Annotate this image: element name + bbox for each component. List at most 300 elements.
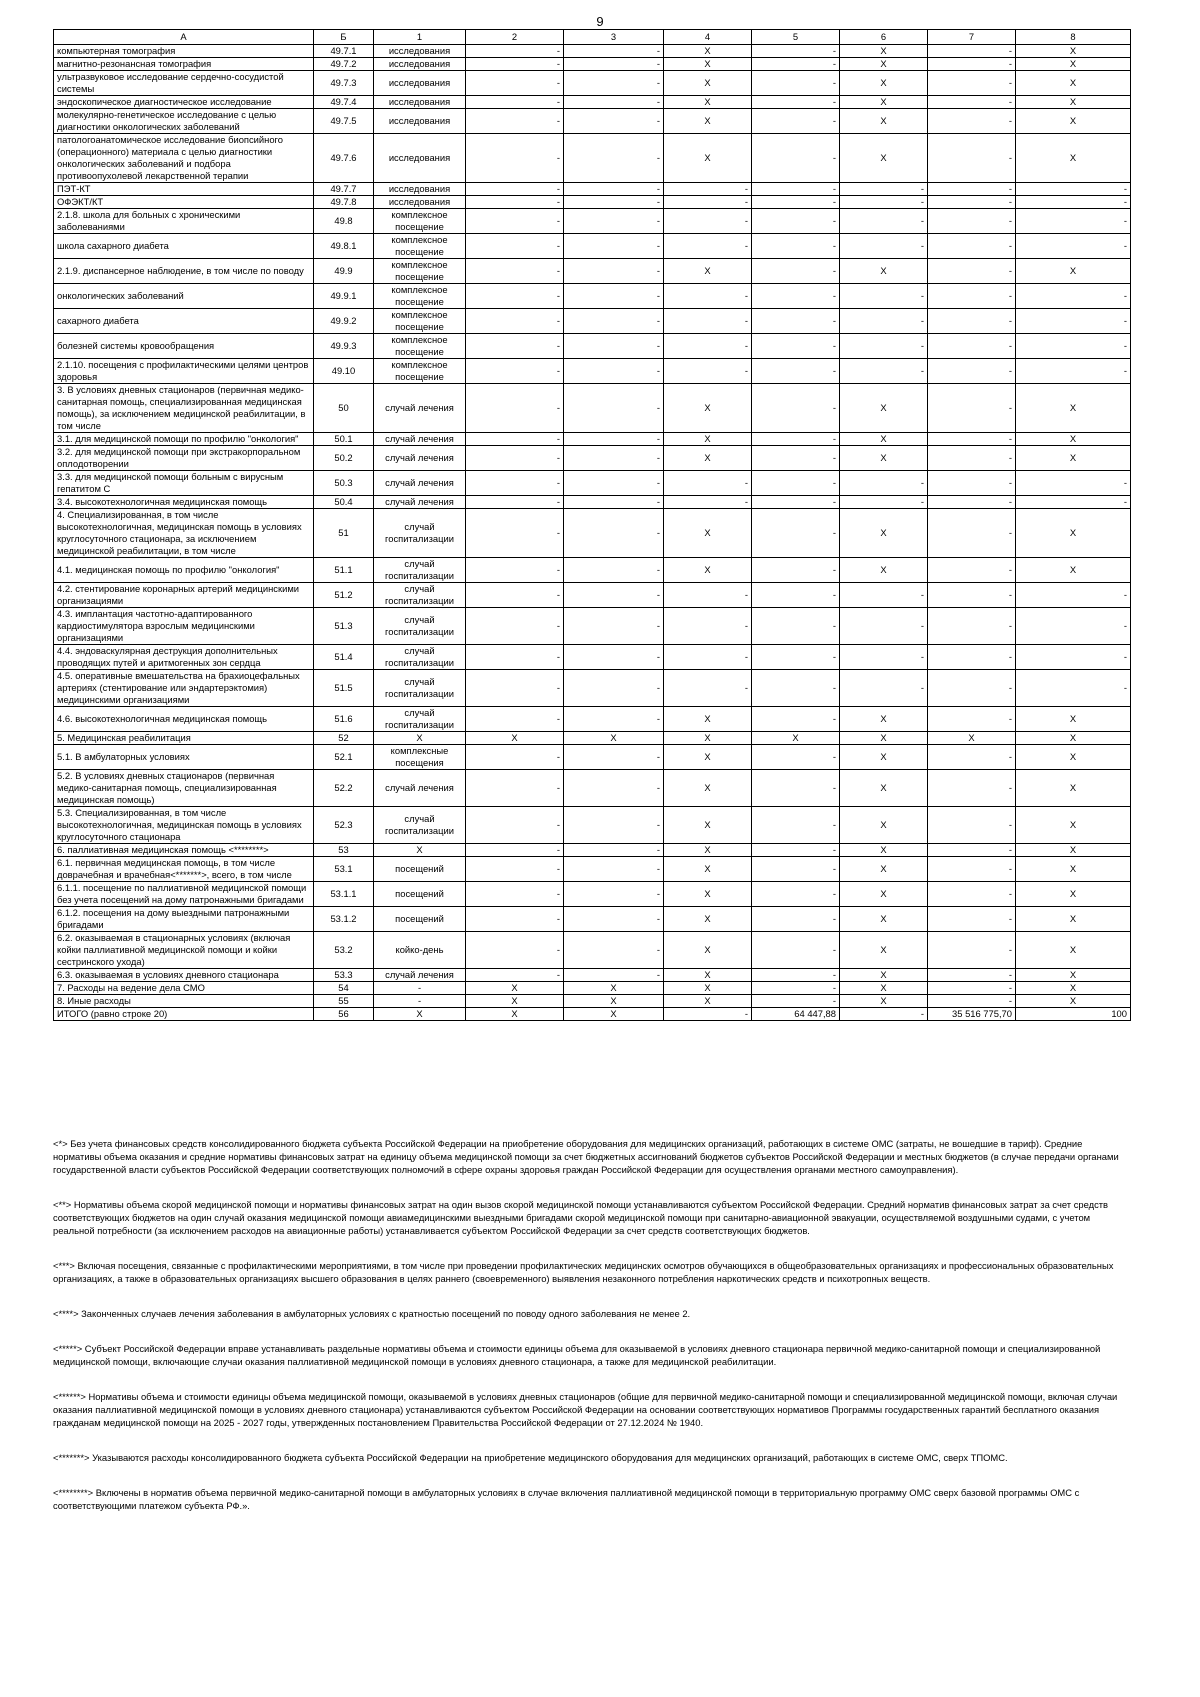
cell-col-8: - xyxy=(928,58,1016,71)
cell-col-7: - xyxy=(840,645,928,670)
cell-col-8: - xyxy=(928,71,1016,96)
cell-col-5: - xyxy=(664,183,752,196)
table-row xyxy=(54,745,1131,770)
cell-col-8: - xyxy=(928,969,1016,982)
cell-col-7: - xyxy=(840,284,928,309)
cell-col-3: X xyxy=(466,995,564,1008)
cell-col-1: 53.1.1 xyxy=(314,882,374,907)
cell-col-8: - xyxy=(928,384,1016,433)
table-row xyxy=(54,433,1131,446)
cell-col-3: - xyxy=(466,857,564,882)
cell-col-4: - xyxy=(564,109,664,134)
cell-col-9: - xyxy=(1016,284,1131,309)
cell-col-7: X xyxy=(840,857,928,882)
cell-col-9: X xyxy=(1016,58,1131,71)
cell-col-1: 51.1 xyxy=(314,558,374,583)
cell-col-9: X xyxy=(1016,446,1131,471)
cell-col-8: - xyxy=(928,196,1016,209)
cell-col-2: случай лечения xyxy=(374,496,466,509)
cell-col-5: X xyxy=(664,732,752,745)
col-header: 5 xyxy=(752,30,840,45)
cell-col-7: X xyxy=(840,982,928,995)
cell-col-1: 52.2 xyxy=(314,770,374,807)
cell-col-2: посещений xyxy=(374,907,466,932)
table-row xyxy=(54,995,1131,1008)
cell-col-1: 50 xyxy=(314,384,374,433)
table-row xyxy=(54,45,1131,58)
table-row xyxy=(54,384,1131,433)
col-header: 2 xyxy=(466,30,564,45)
cell-col-4: - xyxy=(564,58,664,71)
cell-col-2: случай госпитализации xyxy=(374,558,466,583)
cell-col-9: X xyxy=(1016,982,1131,995)
cell-col-1: 55 xyxy=(314,995,374,1008)
cell-col-3: - xyxy=(466,284,564,309)
cell-col-2: посещений xyxy=(374,882,466,907)
cell-col-0: 5. Медицинская реабилитация xyxy=(54,732,314,745)
cell-col-2: случай госпитализации xyxy=(374,707,466,732)
cell-col-2: случай госпитализации xyxy=(374,807,466,844)
cell-col-9: X xyxy=(1016,995,1131,1008)
cell-col-6: - xyxy=(752,844,840,857)
cell-col-4: - xyxy=(564,359,664,384)
cell-col-2: X xyxy=(374,1008,466,1021)
cell-col-4: - xyxy=(564,770,664,807)
cell-col-7: - xyxy=(840,196,928,209)
cell-col-6: - xyxy=(752,670,840,707)
footnote: <********> Включены в норматив объема первичной медико-санитарной помощи в амбулаторных условиях в случае включения паллиативной медицинской помощи в территориальную программу ОМС сверх базовой программы ОМС с соответствующими платежом субъекта РФ.». xyxy=(53,1487,1080,1511)
cell-col-6: - xyxy=(752,471,840,496)
cell-col-7: X xyxy=(840,969,928,982)
cell-col-5: X xyxy=(664,770,752,807)
col-header: 7 xyxy=(928,30,1016,45)
cell-col-3: - xyxy=(466,670,564,707)
cell-col-6: - xyxy=(752,359,840,384)
cell-col-7: X xyxy=(840,882,928,907)
cell-col-7: X xyxy=(840,707,928,732)
table-row xyxy=(54,707,1131,732)
cell-col-7: - xyxy=(840,234,928,259)
cell-col-8: - xyxy=(928,844,1016,857)
cell-col-6: - xyxy=(752,770,840,807)
cell-col-0: 3.4. высокотехнологичная медицинская помощь xyxy=(54,496,314,509)
table-row xyxy=(54,471,1131,496)
cell-col-1: 51.4 xyxy=(314,645,374,670)
cell-col-8: - xyxy=(928,509,1016,558)
cell-col-8: - xyxy=(928,670,1016,707)
cell-col-4: - xyxy=(564,134,664,183)
cell-col-8: - xyxy=(928,45,1016,58)
cell-col-0: 6.2. оказываемая в стационарных условиях (включая койки паллиативной медицинской помощи и койки сестринского ухода) xyxy=(54,932,314,969)
cell-col-0: онкологических заболеваний xyxy=(54,284,314,309)
cell-col-9: - xyxy=(1016,196,1131,209)
cell-col-2: комплексное посещение xyxy=(374,359,466,384)
cell-col-6: - xyxy=(752,608,840,645)
cell-col-5: X xyxy=(664,707,752,732)
cell-col-7: X xyxy=(840,71,928,96)
cell-col-1: 51.3 xyxy=(314,608,374,645)
cell-col-0: 4.5. оперативные вмешательства на брахиоцефальных артериях (стентирование или эндартерэктомия) медицинскими организациями xyxy=(54,670,314,707)
table-row xyxy=(54,608,1131,645)
table-row xyxy=(54,334,1131,359)
cell-col-7: X xyxy=(840,259,928,284)
cell-col-0: 7. Расходы на ведение дела СМО xyxy=(54,982,314,995)
table-header-row xyxy=(54,30,1131,45)
cell-col-6: - xyxy=(752,58,840,71)
cell-col-6: - xyxy=(752,183,840,196)
cell-col-7: - xyxy=(840,334,928,359)
cell-col-9: X xyxy=(1016,384,1131,433)
cell-col-8: - xyxy=(928,334,1016,359)
cell-col-3: - xyxy=(466,707,564,732)
cell-col-9: - xyxy=(1016,234,1131,259)
cell-col-1: 56 xyxy=(314,1008,374,1021)
cell-col-8: 35 516 775,70 xyxy=(928,1008,1016,1021)
cell-col-5: X xyxy=(664,558,752,583)
cell-col-9: X xyxy=(1016,45,1131,58)
cell-col-7: X xyxy=(840,907,928,932)
cell-col-1: 51.6 xyxy=(314,707,374,732)
table-row xyxy=(54,844,1131,857)
cell-col-8: - xyxy=(928,96,1016,109)
cell-col-4: - xyxy=(564,384,664,433)
table-row xyxy=(54,583,1131,608)
cell-col-0: 6.3. оказываемая в условиях дневного стационара xyxy=(54,969,314,982)
cell-col-4: - xyxy=(564,234,664,259)
cell-col-4: - xyxy=(564,433,664,446)
cell-col-3: - xyxy=(466,558,564,583)
cell-col-9: X xyxy=(1016,109,1131,134)
cell-col-7: X xyxy=(840,433,928,446)
cell-col-2: случай госпитализации xyxy=(374,509,466,558)
cell-col-2: - xyxy=(374,982,466,995)
cell-col-1: 49.7.4 xyxy=(314,96,374,109)
cell-col-5: - xyxy=(664,645,752,670)
cell-col-0: молекулярно-генетическое исследование с целью диагностики онкологических заболеваний xyxy=(54,109,314,134)
cell-col-7: - xyxy=(840,471,928,496)
cell-col-2: X xyxy=(374,732,466,745)
cell-col-7: X xyxy=(840,134,928,183)
cell-col-7: X xyxy=(840,58,928,71)
cell-col-9: X xyxy=(1016,707,1131,732)
cell-col-4: X xyxy=(564,732,664,745)
cell-col-0: 6.1.1. посещение по паллиативной медицинской помощи без учета посещений на дому патронажными бригадами xyxy=(54,882,314,907)
cell-col-6: - xyxy=(752,433,840,446)
col-header: Б xyxy=(314,30,374,45)
cell-col-0: 4.4. эндоваскулярная деструкция дополнительных проводящих путей и аритмогенных зон сердца xyxy=(54,645,314,670)
cell-col-3: - xyxy=(466,58,564,71)
cell-col-4: - xyxy=(564,284,664,309)
cell-col-6: - xyxy=(752,196,840,209)
cell-col-0: 3.3. для медицинской помощи больным с вирусным гепатитом С xyxy=(54,471,314,496)
cell-col-4: - xyxy=(564,882,664,907)
cell-col-3: - xyxy=(466,770,564,807)
cell-col-3: - xyxy=(466,45,564,58)
table-row xyxy=(54,109,1131,134)
cell-col-0: 4.6. высокотехнологичная медицинская помощь xyxy=(54,707,314,732)
cell-col-5: X xyxy=(664,433,752,446)
cell-col-8: - xyxy=(928,284,1016,309)
cell-col-4: - xyxy=(564,844,664,857)
cell-col-3: - xyxy=(466,932,564,969)
cell-col-8: - xyxy=(928,707,1016,732)
cell-col-8: - xyxy=(928,882,1016,907)
cell-col-9: X xyxy=(1016,134,1131,183)
footnote: <******> Нормативы объема и стоимости единицы объема медицинской помощи, оказываемой в условиях дневных стационаров (общие для первичной медико-санитарной помощи и специализированной медицинской помощи, включая случаи оказания паллиативной медицинской помощи в условиях дневного стационара) устанавливаются субъектом Российской Федерации на основании соответствующих нормативов Программы государственных гарантий бесплатного оказания гражданам медицинской помощи на 2025 - 2027 годы, утвержденных постановлением Правительства Российской Федерации от 27.12.2024 № 1940. xyxy=(53,1391,1118,1428)
cell-col-5: X xyxy=(664,96,752,109)
cell-col-0: магнитно-резонансная томография xyxy=(54,58,314,71)
table-row xyxy=(54,134,1131,183)
cell-col-4: - xyxy=(564,334,664,359)
cell-col-4: - xyxy=(564,471,664,496)
cell-col-0: 8. Иные расходы xyxy=(54,995,314,1008)
cell-col-2: случай лечения xyxy=(374,471,466,496)
cell-col-4: - xyxy=(564,96,664,109)
cell-col-1: 49.10 xyxy=(314,359,374,384)
cell-col-5: - xyxy=(664,496,752,509)
cell-col-0: 4.1. медицинская помощь по профилю "онкология" xyxy=(54,558,314,583)
cell-col-0: 3.2. для медицинской помощи при экстракорпоральном оплодотворении xyxy=(54,446,314,471)
cell-col-3: - xyxy=(466,359,564,384)
table-row xyxy=(54,259,1131,284)
cell-col-4: - xyxy=(564,209,664,234)
cell-col-2: исследования xyxy=(374,71,466,96)
cell-col-5: X xyxy=(664,45,752,58)
cell-col-9: X xyxy=(1016,844,1131,857)
cell-col-6: - xyxy=(752,969,840,982)
cell-col-0: 4.3. имплантация частотно-адаптированного кардиостимулятора взрослым медицинскими организациями xyxy=(54,608,314,645)
cell-col-2: случай лечения xyxy=(374,384,466,433)
cell-col-4: - xyxy=(564,857,664,882)
cell-col-1: 49.8 xyxy=(314,209,374,234)
cell-col-1: 53.2 xyxy=(314,932,374,969)
cell-col-5: - xyxy=(664,670,752,707)
cell-col-4: - xyxy=(564,969,664,982)
table-row xyxy=(54,645,1131,670)
cell-col-5: X xyxy=(664,807,752,844)
cell-col-9: X xyxy=(1016,745,1131,770)
cell-col-2: случай госпитализации xyxy=(374,670,466,707)
cell-col-3: - xyxy=(466,844,564,857)
cell-col-8: - xyxy=(928,433,1016,446)
cell-col-8: - xyxy=(928,857,1016,882)
cell-col-3: - xyxy=(466,196,564,209)
cell-col-5: X xyxy=(664,982,752,995)
table-row xyxy=(54,196,1131,209)
table-row xyxy=(54,359,1131,384)
cell-col-1: 49.9.2 xyxy=(314,309,374,334)
cell-col-8: X xyxy=(928,732,1016,745)
cell-col-8: - xyxy=(928,645,1016,670)
cell-col-4: - xyxy=(564,745,664,770)
cell-col-9: X xyxy=(1016,259,1131,284)
footnote: <*******> Указываются расходы консолидированного бюджета субъекта Российской Федерации на приобретение медицинского оборудования для медицинских организаций, работающих в системе ОМС, сверх ТПОМС. xyxy=(53,1452,1008,1463)
cell-col-6: - xyxy=(752,45,840,58)
cell-col-8: - xyxy=(928,183,1016,196)
cell-col-6: - xyxy=(752,209,840,234)
table-row xyxy=(54,96,1131,109)
cell-col-9: - xyxy=(1016,359,1131,384)
cell-col-5: - xyxy=(664,309,752,334)
cell-col-6: - xyxy=(752,259,840,284)
cell-col-7: - xyxy=(840,183,928,196)
cell-col-5: - xyxy=(664,359,752,384)
cell-col-5: X xyxy=(664,259,752,284)
cell-col-9: - xyxy=(1016,471,1131,496)
cell-col-9: X xyxy=(1016,770,1131,807)
cell-col-4: - xyxy=(564,807,664,844)
footnote: <*****> Субъект Российской Федерации вправе устанавливать раздельные нормативы объема и стоимости единицы объема для оказываемой в условиях дневного стационара первичной медико-санитарной помощи и специализированной медицинской помощи, включающие случаи оказания паллиативной медицинской помощи в условиях дневного стационара, а также для медицинской реабилитации. xyxy=(53,1343,1101,1367)
cell-col-7: X xyxy=(840,745,928,770)
cell-col-4: - xyxy=(564,583,664,608)
cell-col-1: 49.7.8 xyxy=(314,196,374,209)
cell-col-5: X xyxy=(664,58,752,71)
cell-col-7: X xyxy=(840,558,928,583)
cell-col-8: - xyxy=(928,134,1016,183)
cell-col-6: - xyxy=(752,645,840,670)
cell-col-6: 64 447,88 xyxy=(752,1008,840,1021)
cell-col-1: 49.9.1 xyxy=(314,284,374,309)
cell-col-3: X xyxy=(466,982,564,995)
cell-col-1: 50.4 xyxy=(314,496,374,509)
cell-col-1: 49.9.3 xyxy=(314,334,374,359)
cell-col-3: - xyxy=(466,334,564,359)
cell-col-2: исследования xyxy=(374,196,466,209)
cell-col-2: случай госпитализации xyxy=(374,583,466,608)
cell-col-7: - xyxy=(840,309,928,334)
table-row xyxy=(54,857,1131,882)
cell-col-6: - xyxy=(752,309,840,334)
cell-col-6: - xyxy=(752,857,840,882)
table-row xyxy=(54,209,1131,234)
cell-col-8: - xyxy=(928,446,1016,471)
cell-col-8: - xyxy=(928,234,1016,259)
table-row xyxy=(54,882,1131,907)
cell-col-0: ИТОГО (равно строке 20) xyxy=(54,1008,314,1021)
cell-col-2: X xyxy=(374,844,466,857)
cell-col-8: - xyxy=(928,608,1016,645)
cell-col-9: - xyxy=(1016,608,1131,645)
table-row xyxy=(54,309,1131,334)
cell-col-4: - xyxy=(564,496,664,509)
cell-col-2: комплексное посещение xyxy=(374,284,466,309)
cell-col-7: X xyxy=(840,732,928,745)
cell-col-6: - xyxy=(752,71,840,96)
cell-col-9: X xyxy=(1016,96,1131,109)
table-row xyxy=(54,496,1131,509)
cell-col-1: 50.2 xyxy=(314,446,374,471)
cell-col-3: - xyxy=(466,496,564,509)
cell-col-4: - xyxy=(564,509,664,558)
cell-col-6: - xyxy=(752,707,840,732)
cell-col-2: исследования xyxy=(374,109,466,134)
cell-col-5: X xyxy=(664,509,752,558)
cell-col-5: X xyxy=(664,109,752,134)
cell-col-2: комплексные посещения xyxy=(374,745,466,770)
footnotes xyxy=(53,1137,1130,1534)
cell-col-1: 51.2 xyxy=(314,583,374,608)
cell-col-1: 54 xyxy=(314,982,374,995)
cell-col-0: ОФЭКТ/КТ xyxy=(54,196,314,209)
cell-col-5: X xyxy=(664,844,752,857)
cell-col-3: - xyxy=(466,807,564,844)
cell-col-4: X xyxy=(564,1008,664,1021)
cell-col-6: - xyxy=(752,109,840,134)
cell-col-5: - xyxy=(664,583,752,608)
cell-col-7: X xyxy=(840,807,928,844)
cell-col-2: случай лечения xyxy=(374,446,466,471)
cell-col-3: - xyxy=(466,183,564,196)
cell-col-6: - xyxy=(752,334,840,359)
cell-col-0: эндоскопическое диагностическое исследование xyxy=(54,96,314,109)
cell-col-5: X xyxy=(664,857,752,882)
cell-col-2: комплексное посещение xyxy=(374,309,466,334)
normatives-table xyxy=(53,29,1131,1021)
cell-col-1: 50.1 xyxy=(314,433,374,446)
cell-col-9: X xyxy=(1016,509,1131,558)
cell-col-7: - xyxy=(840,496,928,509)
cell-col-0: 4. Специализированная, в том числе высокотехнологичная, медицинская помощь в условиях круглосуточного стационара, за исключением медицинской реабилитации, в том числе xyxy=(54,509,314,558)
cell-col-1: 53.1.2 xyxy=(314,907,374,932)
cell-col-8: - xyxy=(928,209,1016,234)
cell-col-7: X xyxy=(840,509,928,558)
cell-col-0: 4.2. стентирование коронарных артерий медицинскими организациями xyxy=(54,583,314,608)
cell-col-3: - xyxy=(466,583,564,608)
table-row xyxy=(54,234,1131,259)
cell-col-7: X xyxy=(840,932,928,969)
cell-col-3: - xyxy=(466,969,564,982)
table-row xyxy=(54,670,1131,707)
cell-col-5: - xyxy=(664,284,752,309)
cell-col-0: 3.1. для медицинской помощи по профилю "онкология" xyxy=(54,433,314,446)
cell-col-0: школа сахарного диабета xyxy=(54,234,314,259)
cell-col-3: - xyxy=(466,96,564,109)
cell-col-2: комплексное посещение xyxy=(374,209,466,234)
cell-col-5: - xyxy=(664,334,752,359)
cell-col-4: - xyxy=(564,71,664,96)
cell-col-4: - xyxy=(564,196,664,209)
cell-col-5: X xyxy=(664,446,752,471)
cell-col-5: X xyxy=(664,907,752,932)
cell-col-4: - xyxy=(564,645,664,670)
cell-col-5: - xyxy=(664,209,752,234)
cell-col-0: болезней системы кровообращения xyxy=(54,334,314,359)
cell-col-4: - xyxy=(564,558,664,583)
cell-col-3: - xyxy=(466,109,564,134)
table-row xyxy=(54,284,1131,309)
cell-col-9: - xyxy=(1016,645,1131,670)
cell-col-7: - xyxy=(840,670,928,707)
cell-col-3: X xyxy=(466,732,564,745)
table-row xyxy=(54,71,1131,96)
cell-col-9: X xyxy=(1016,71,1131,96)
cell-col-9: - xyxy=(1016,183,1131,196)
col-header: 6 xyxy=(840,30,928,45)
cell-col-4: X xyxy=(564,995,664,1008)
cell-col-1: 53.1 xyxy=(314,857,374,882)
cell-col-0: 2.1.9. диспансерное наблюдение, в том числе по поводу xyxy=(54,259,314,284)
cell-col-6: - xyxy=(752,745,840,770)
table-body xyxy=(54,45,1131,1021)
cell-col-2: случай лечения xyxy=(374,969,466,982)
cell-col-3: X xyxy=(466,1008,564,1021)
cell-col-6: - xyxy=(752,995,840,1008)
cell-col-6: - xyxy=(752,509,840,558)
cell-col-3: - xyxy=(466,71,564,96)
cell-col-4: - xyxy=(564,907,664,932)
cell-col-6: - xyxy=(752,932,840,969)
cell-col-1: 52.3 xyxy=(314,807,374,844)
